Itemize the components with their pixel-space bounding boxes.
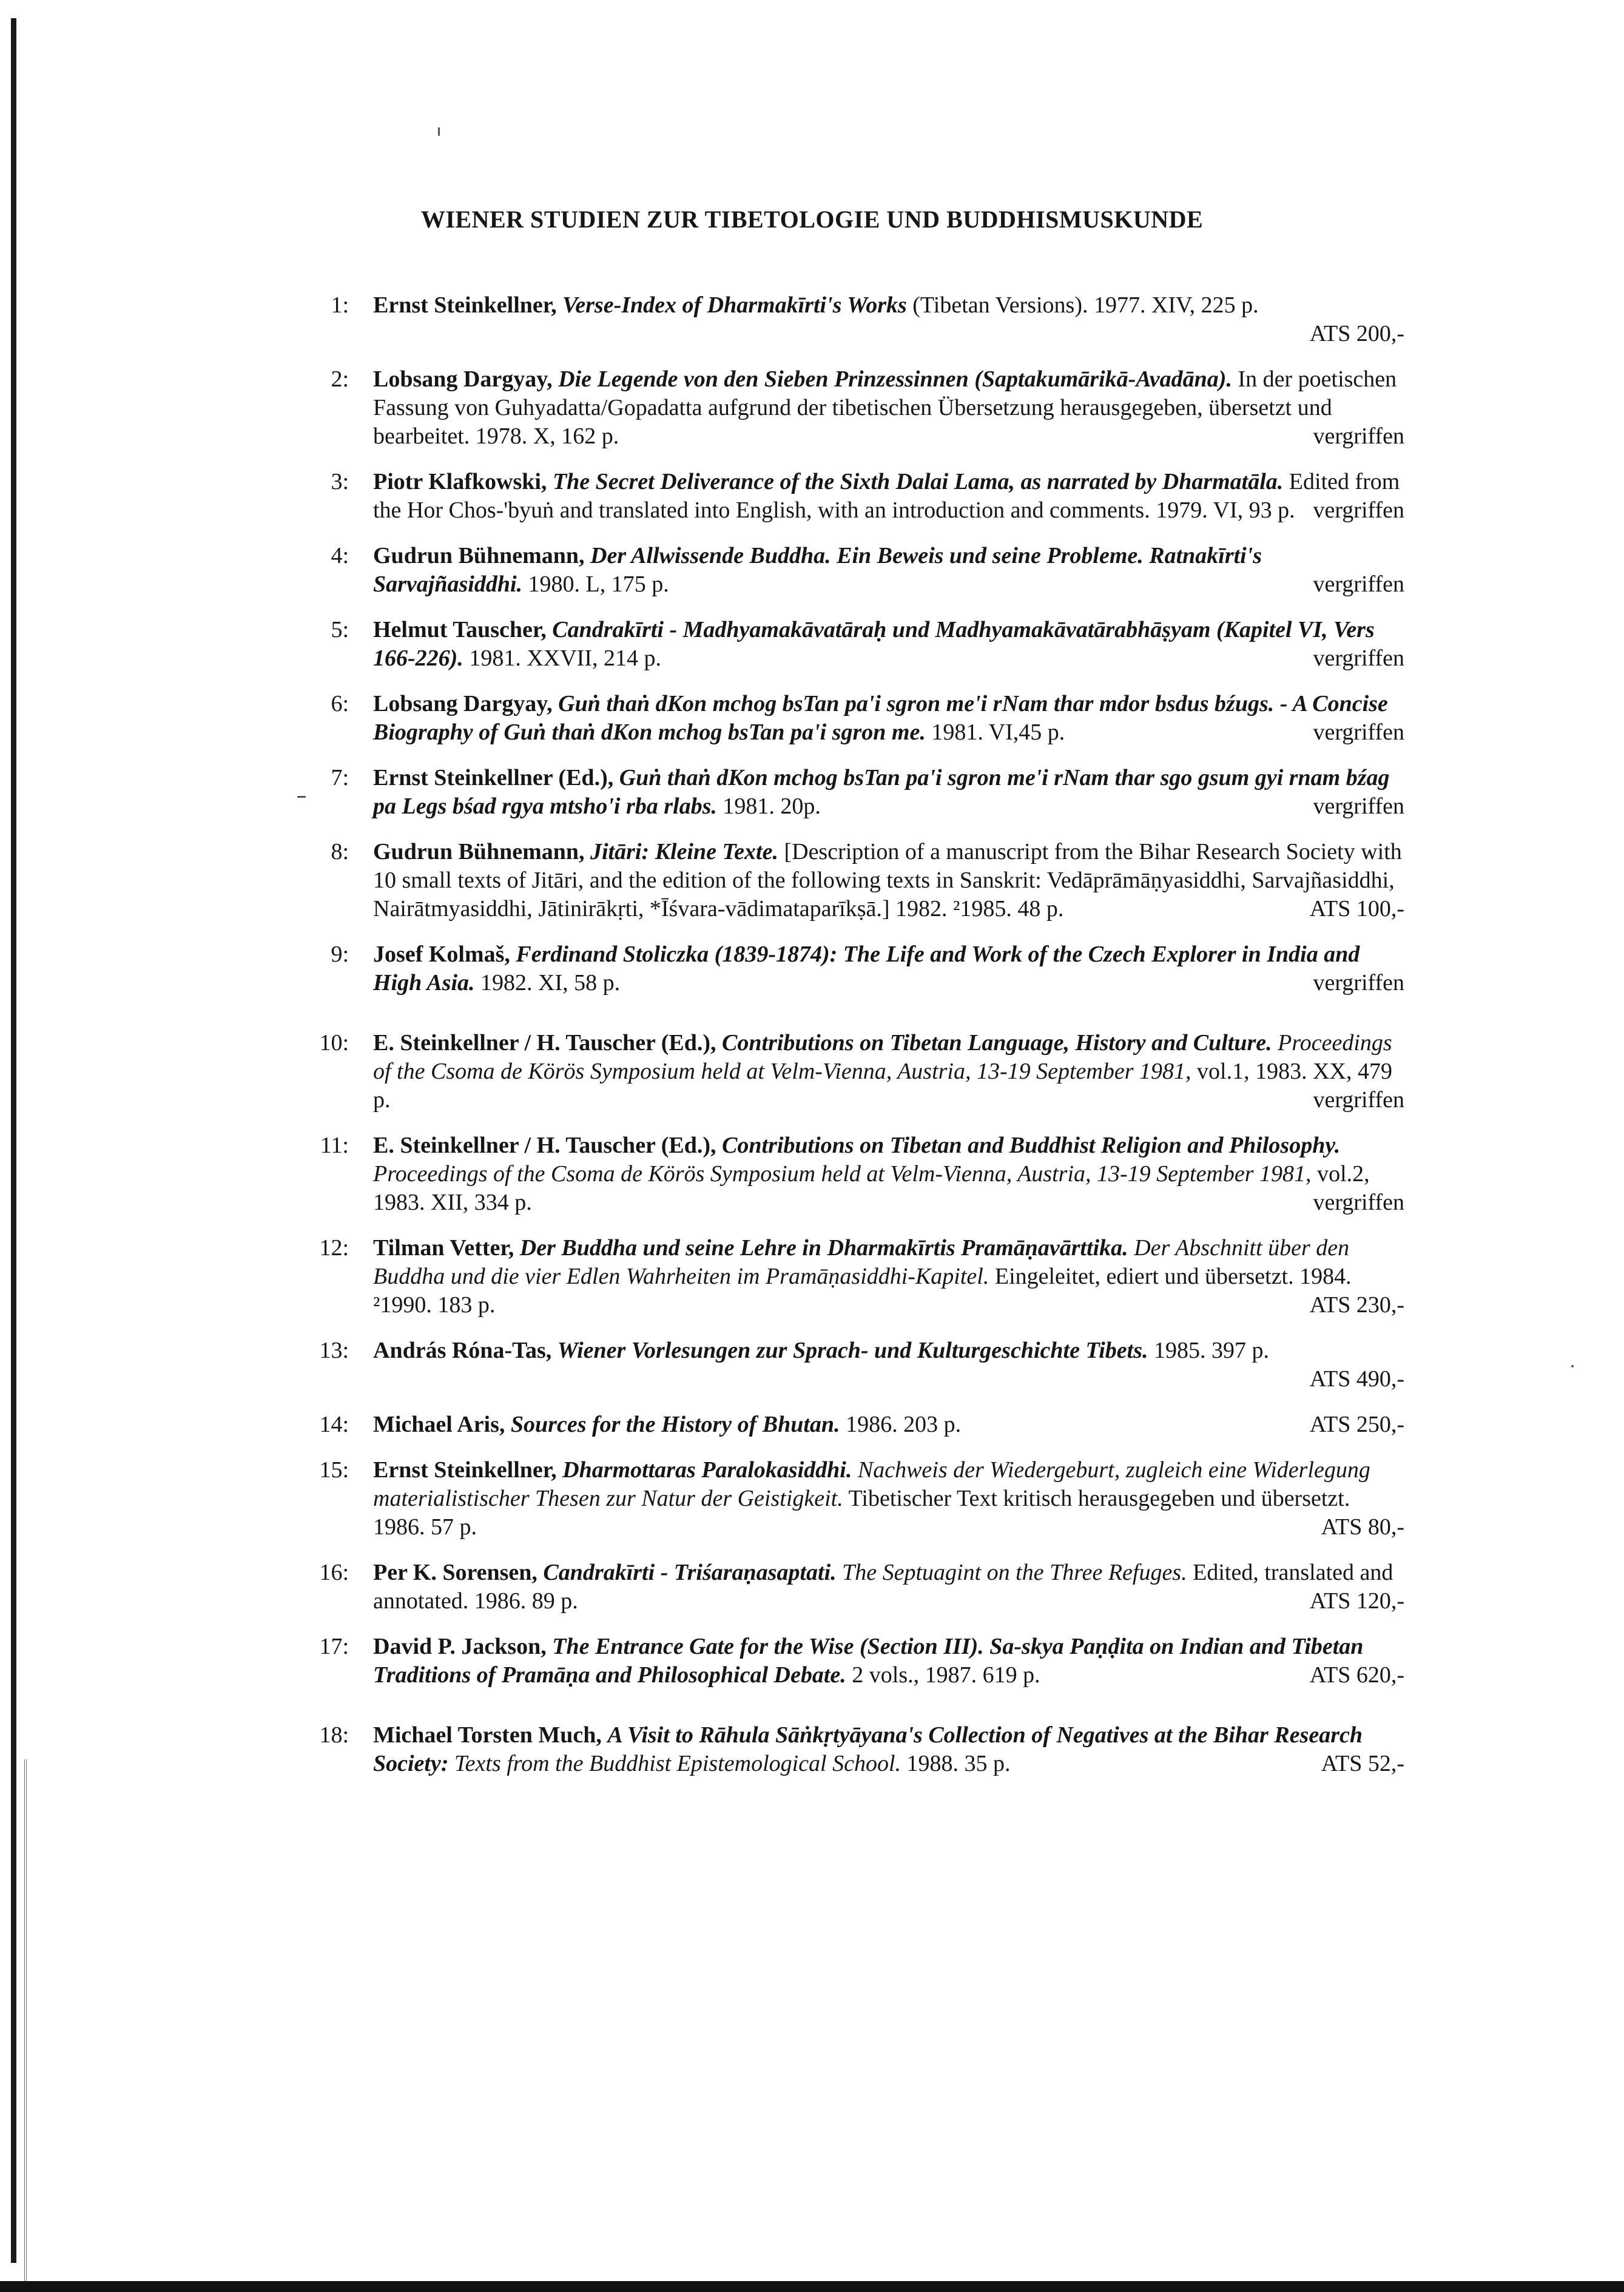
entry-status: vergriffen <box>1313 720 1404 745</box>
list-item <box>303 838 1404 923</box>
entry-number: 18: <box>319 1722 349 1748</box>
entry-number: 7: <box>331 765 349 790</box>
entry-subtitle: Proceedings of the Csoma de Körös Symposium held at Velm-Vienna, Austria, 13-19 September 1981, <box>373 1030 1392 1084</box>
entry-author: Michael Aris, <box>373 1412 505 1437</box>
entry-number: 15: <box>319 1457 349 1483</box>
list-item <box>303 1131 1404 1217</box>
entry-title: Der Allwissende Buddha. Ein Beweis und seine Probleme. Ratnakīrti's Sarvajñasiddhi. <box>373 543 1262 597</box>
list-item <box>303 1721 1404 1778</box>
entry-status: vergriffen <box>1313 1190 1404 1215</box>
list-item <box>303 1633 1404 1690</box>
scan-edge-binding <box>24 1759 28 2281</box>
entry-status: ATS 620,- <box>1309 1662 1404 1688</box>
entry-author: Michael Torsten Much, <box>373 1722 602 1748</box>
entry-author: E. Steinkellner / H. Tauscher (Ed.), <box>373 1030 716 1056</box>
list-item <box>303 365 1404 451</box>
publication-list <box>303 291 1404 1795</box>
entry-details: (Tibetan Versions). 1977. XIV, 225 p. <box>906 292 1259 318</box>
entry-title: Contributions on Tibetan and Buddhist Religion and Philosophy. <box>722 1133 1341 1158</box>
entry-author: András Róna-Tas, <box>373 1338 552 1363</box>
entry-author: Gudrun Bühnemann, <box>373 543 585 568</box>
list-item <box>303 1411 1404 1439</box>
entry-subtitle: Proceedings of the Csoma de Körös Symposium held at Velm-Vienna, Austria, 13-19 September 1981, <box>373 1161 1312 1187</box>
entry-status: ATS 52,- <box>1321 1751 1404 1776</box>
entry-author: Ernst Steinkellner, <box>373 1457 557 1483</box>
entry-author: Per K. Sorensen, <box>373 1560 537 1585</box>
scan-edge-bottom <box>0 2281 1624 2292</box>
list-item <box>303 1234 1404 1320</box>
entry-author: Piotr Klafkowski, <box>373 469 547 494</box>
entry-details: 2 vols., 1987. 619 p. <box>846 1662 1040 1688</box>
entry-details: 1980. L, 175 p. <box>522 571 669 597</box>
entry-author: Lobsang Dargyay, <box>373 691 553 716</box>
entry-details: Tibetischer Text kritisch herausgegeben und übersetzt. 1986. 57 p. <box>373 1486 1350 1540</box>
entry-author: Gudrun Bühnemann, <box>373 839 585 865</box>
list-item <box>303 616 1404 673</box>
entry-author: David P. Jackson, <box>373 1634 547 1659</box>
scan-edge-left <box>11 18 16 2263</box>
entry-details: vol.1, 1983. XX, 479 p. <box>373 1059 1392 1113</box>
entry-number: 2: <box>331 366 349 392</box>
list-item <box>303 468 1404 525</box>
entry-details: 1985. 397 p. <box>1148 1338 1270 1363</box>
list-item <box>303 690 1404 747</box>
entry-author: Helmut Tauscher, <box>373 617 547 642</box>
list-item <box>303 1029 1404 1114</box>
entry-subtitle: The Septuagint on the Three Refuges. <box>836 1560 1187 1585</box>
entry-title: Sources for the History of Bhutan. <box>510 1412 840 1437</box>
entry-title: Wiener Vorlesungen zur Sprach- und Kulturgeschichte Tibets. <box>557 1338 1148 1363</box>
entry-status: vergriffen <box>1313 794 1404 819</box>
entry-number: 6: <box>331 691 349 716</box>
entry-number: 14: <box>319 1412 349 1437</box>
entry-details: Edited, translated and annotated. 1986. 89 p. <box>373 1560 1393 1614</box>
list-item <box>303 542 1404 599</box>
entry-title: Candrakīrti - Madhyamakāvatāraḥ und Madhyamakāvatārabhāṣyam (Kapitel VI, Vers 166-226). <box>373 617 1375 671</box>
list-item <box>303 1559 1404 1616</box>
entry-number: 12: <box>319 1235 349 1261</box>
entry-author: Ernst Steinkellner (Ed.), <box>373 765 614 790</box>
entry-number: 5: <box>331 617 349 642</box>
entry-details: Eingeleitet, ediert und übersetzt. 1984. ²1990. 183 p. <box>373 1264 1352 1318</box>
entry-number: 11: <box>320 1133 349 1158</box>
entry-number: 8: <box>331 839 349 865</box>
entry-number: 3: <box>331 469 349 494</box>
list-item <box>303 1456 1404 1542</box>
entry-author: Lobsang Dargyay, <box>373 366 553 392</box>
entry-status: ATS 120,- <box>1309 1588 1404 1614</box>
entry-subtitle: Nachweis der Wiedergeburt, zugleich eine Widerlegung materialistischer Thesen zur Natur der Geistigkeit. <box>373 1457 1370 1511</box>
list-item <box>303 1336 1404 1394</box>
entry-status: ATS 250,- <box>1309 1412 1404 1437</box>
entry-title: The Entrance Gate for the Wise (Section III). Sa-skya Paṇḍita on Indian and Tibetan Traditions of Pramāṇa and Philosophical Debate. <box>373 1634 1364 1688</box>
entry-number: 10: <box>319 1030 349 1056</box>
entry-author: Josef Kolmaš, <box>373 942 510 967</box>
entry-status: ATS 80,- <box>1321 1514 1404 1540</box>
entry-title: The Secret Deliverance of the Sixth Dalai Lama, as narrated by Dharmatāla. <box>552 469 1284 494</box>
entry-details: 1981. XXVII, 214 p. <box>463 645 661 671</box>
entry-details: 1986. 203 p. <box>840 1412 962 1437</box>
entry-details: In der poetischen Fassung von Guhyadatta/Gopadatta aufgrund der tibetischen Übersetzung herausgegeben, übersetzt und bearbeitet. 1978. X, 162 p. <box>373 366 1397 449</box>
entry-title: Guṅ thaṅ dKon mchog bsTan pa'i sgron me'i rNam thar sgo gsum gyi rnam bźag pa Legs bśad rgya mtsho'i rba rlabs. <box>373 765 1390 819</box>
entry-number: 16: <box>319 1560 349 1585</box>
entry-title: A Visit to Rāhula Sāṅkṛtyāyana's Collection of Negatives at the Bihar Research Society: <box>373 1722 1363 1776</box>
entry-status: ATS 100,- <box>1309 896 1404 922</box>
entry-status: vergriffen <box>1313 423 1404 449</box>
entry-number: 17: <box>319 1634 349 1659</box>
entry-author: Tilman Vetter, <box>373 1235 514 1261</box>
entry-details: Edited from the Hor Chos-'byuṅ and translated into English, with an introduction and comments. 1979. VI, 93 p. <box>373 469 1400 523</box>
entry-number: 13: <box>319 1338 349 1363</box>
list-item <box>303 291 1404 348</box>
entry-subtitle: Der Abschnitt über den Buddha und die vier Edlen Wahrheiten im Pramāṇasiddhi-Kapitel. <box>373 1235 1350 1289</box>
entry-details: 1981. 20p. <box>716 794 821 819</box>
entry-details: vol.2, 1983. XII, 334 p. <box>373 1161 1370 1215</box>
entry-title: Candrakīrti - Triśaraṇasaptati. <box>543 1560 837 1585</box>
entry-status: ATS 200,- <box>1309 321 1404 346</box>
entry-title: Contributions on Tibetan Language, History and Culture. <box>722 1030 1272 1056</box>
entry-author: Ernst Steinkellner, <box>373 292 557 318</box>
entry-number: 1: <box>331 292 349 318</box>
entry-number: 9: <box>331 942 349 967</box>
entry-title: Der Buddha und seine Lehre in Dharmakīrtis Pramāṇavārttika. <box>519 1235 1128 1261</box>
entry-status: ATS 490,- <box>1309 1366 1404 1392</box>
entry-title: Ferdinand Stoliczka (1839-1874): The Life and Work of the Czech Explorer in India and High Asia. <box>373 942 1360 996</box>
entry-author: E. Steinkellner / H. Tauscher (Ed.), <box>373 1133 716 1158</box>
entry-number: 4: <box>331 543 349 568</box>
scan-speck <box>1571 1365 1574 1367</box>
entry-title: Die Legende von den Sieben Prinzessinnen (Saptakumārikā-Avadāna). <box>558 366 1232 392</box>
entry-status: vergriffen <box>1313 571 1404 597</box>
page-title: WIENER STUDIEN ZUR TIBETOLOGIE UND BUDDHISMUSKUNDE <box>420 206 1204 233</box>
entry-status: vergriffen <box>1313 497 1404 523</box>
entry-title: Dharmottaras Paralokasiddhi. <box>562 1457 852 1483</box>
entry-details: 1988. 35 p. <box>901 1751 1011 1776</box>
entry-status: vergriffen <box>1313 970 1404 996</box>
entry-title: Guṅ thaṅ dKon mchog bsTan pa'i sgron me'i rNam thar mdor bsdus bźugs. - A Concise Biography of Guṅ thaṅ dKon mchog bsTan pa'i sgron me. <box>373 691 1388 745</box>
entry-status: ATS 230,- <box>1309 1292 1404 1318</box>
entry-details: 1982. XI, 58 p. <box>474 970 621 996</box>
entry-details: 1981. VI,45 p. <box>925 720 1065 745</box>
list-item <box>303 940 1404 997</box>
entry-status: vergriffen <box>1313 645 1404 671</box>
entry-status: vergriffen <box>1313 1087 1404 1113</box>
entry-title: Verse-Index of Dharmakīrti's Works <box>562 292 907 318</box>
entry-details: [Description of a manuscript from the Bihar Research Society with 10 small texts of Jitāri, and the edition of the following texts in Sanskrit: Vedāprāmāṇyasiddhi, Sarvajñasiddhi, Nairātmyasiddhi, Jātinirākṛti, *Īśvara-vādimataparīkṣā.] 1982. ²1985. 48 p. <box>373 839 1402 922</box>
list-item <box>303 764 1404 821</box>
entry-title: Jitāri: Kleine Texte. <box>590 839 778 865</box>
scan-speck <box>438 127 440 136</box>
entry-subtitle: Texts from the Buddhist Epistemological School. <box>448 1751 901 1776</box>
